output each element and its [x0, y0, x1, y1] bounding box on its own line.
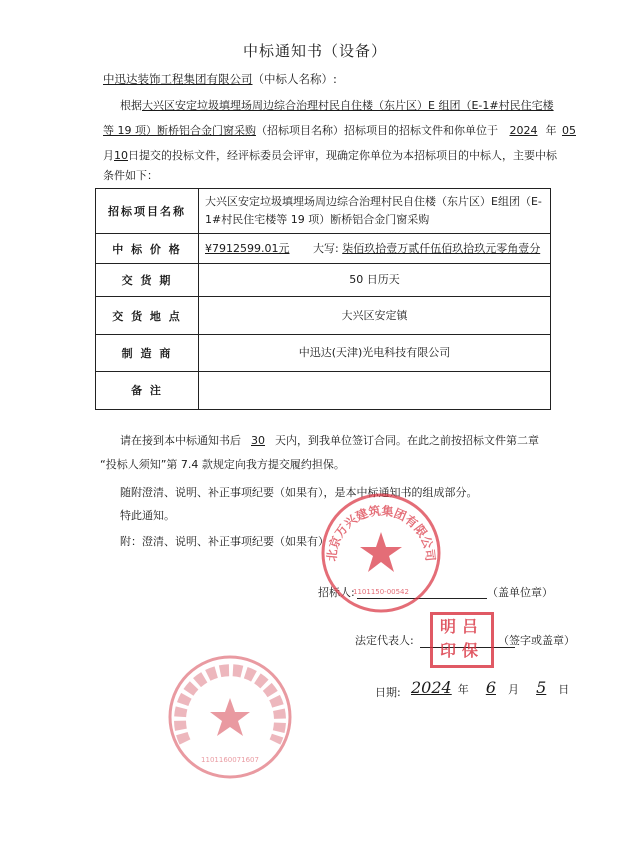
row-label: 制 造 商	[96, 334, 199, 371]
days-limit: 30	[251, 434, 265, 447]
agency-seal-code: 1101160071607	[201, 756, 259, 764]
year-char: 年	[545, 124, 557, 137]
tenderer-label: 招标人:	[318, 586, 355, 599]
para-attachments: 随附澄清、说明、补正事项纪要（如果有），是本中标通知书的组成部分。	[120, 486, 478, 499]
row-label: 中 标 价 格	[96, 234, 199, 264]
page-title: 中标通知书（设备）	[242, 42, 387, 60]
row-label: 交 货 地 点	[96, 297, 199, 334]
table-row	[96, 334, 551, 371]
row-label: 交 货 期	[96, 264, 199, 297]
company-seal	[318, 490, 444, 616]
intro-line-1	[120, 97, 554, 115]
intro-line-3	[103, 147, 557, 165]
row-label: 招标项目名称	[96, 189, 199, 234]
submit-year: 2024	[509, 124, 538, 137]
date-year-char: 年	[457, 683, 469, 696]
para-attachment-list: 附：澄清、说明、补正事项纪要（如果有）	[120, 535, 329, 548]
remarks	[199, 371, 551, 409]
legal-rep-note: （签字或盖章）	[498, 634, 575, 647]
para-performance-bond: “投标人须知”第 7.4 款规定向我方提交履约担保。	[100, 458, 345, 471]
recipient-line	[103, 70, 337, 88]
date-month: 6	[485, 678, 496, 697]
price-cell	[199, 234, 551, 264]
submit-month: 05	[562, 124, 576, 137]
legal-rep-label: 法定代表人:	[355, 634, 414, 647]
table-row	[96, 371, 551, 409]
delivery-location: 大兴区安定镇	[199, 297, 551, 334]
price-daxie: 柒佰玖拾壹万贰仟伍佰玖拾玖元零角壹分	[342, 241, 541, 255]
intro-lead: 根据	[120, 99, 142, 112]
para-notice: 特此通知。	[120, 509, 175, 522]
price-value: ¥7912599.01元	[205, 241, 290, 255]
recipient-suffix: （中标人名称）:	[252, 72, 337, 86]
award-terms-table	[95, 188, 551, 410]
intro-mid: （招标项目名称）招标项目的招标文件和你单位于	[256, 124, 498, 137]
agency-seal-star-icon	[210, 698, 250, 736]
manufacturer: 中迅达(天津)光电科技有限公司	[199, 334, 551, 371]
project-name-line2: 等 19 项）断桥铝合金门窗采购	[103, 124, 256, 137]
name-seal: 明吕印保	[430, 612, 494, 668]
project-name-cell: 大兴区安定垃圾填埋场周边综合治理村民自住楼（东片区）E组团（E-1#村民住宅楼等 19 项）断桥铝合金门窗采购	[199, 189, 551, 234]
seal-text: 北京万兴建筑集团有限公司	[324, 503, 438, 562]
recipient-name: 中迅达装饰工程集团有限公司	[103, 72, 253, 86]
table-row	[96, 189, 551, 234]
intro-line-2	[103, 122, 578, 140]
date-day: 5	[536, 678, 547, 697]
table-row	[96, 264, 551, 297]
para2-b: 天内，到我单位签订合同。在此之前按招标文件第二章	[275, 434, 539, 447]
table-row	[96, 297, 551, 334]
seal-star-icon	[360, 532, 402, 572]
seal-code: 1101150-00542	[353, 588, 409, 596]
delivery-period: 50 日历天	[199, 264, 551, 297]
para-sign-contract	[120, 432, 539, 450]
intro-tail: 日提交的投标文件，经评标委员会评审，现确定你单位为本招标项目的中标人，主要中标	[128, 149, 557, 162]
para2-a: 请在接到本中标通知书后	[120, 434, 241, 447]
date-label: 日期:	[375, 686, 401, 699]
tenderer-note: （盖单位章）	[487, 586, 553, 599]
date-month-char: 月	[508, 683, 519, 696]
row-label: 备 注	[96, 371, 199, 409]
project-name-line1: 大兴区安定垃圾填埋场周边综合治理村民自住楼（东片区）E 组团（E-1#村民住宅楼	[142, 99, 554, 112]
table-row	[96, 234, 551, 264]
intro-line-4: 条件如下：	[103, 169, 158, 182]
date-day-char: 日	[558, 683, 570, 696]
date-year: 2024	[411, 678, 452, 697]
month-char: 月	[103, 149, 114, 162]
submit-day: 10	[114, 149, 128, 162]
agency-seal	[165, 652, 295, 782]
sign-date	[405, 676, 569, 700]
daxie-label: 大写:	[312, 241, 339, 255]
